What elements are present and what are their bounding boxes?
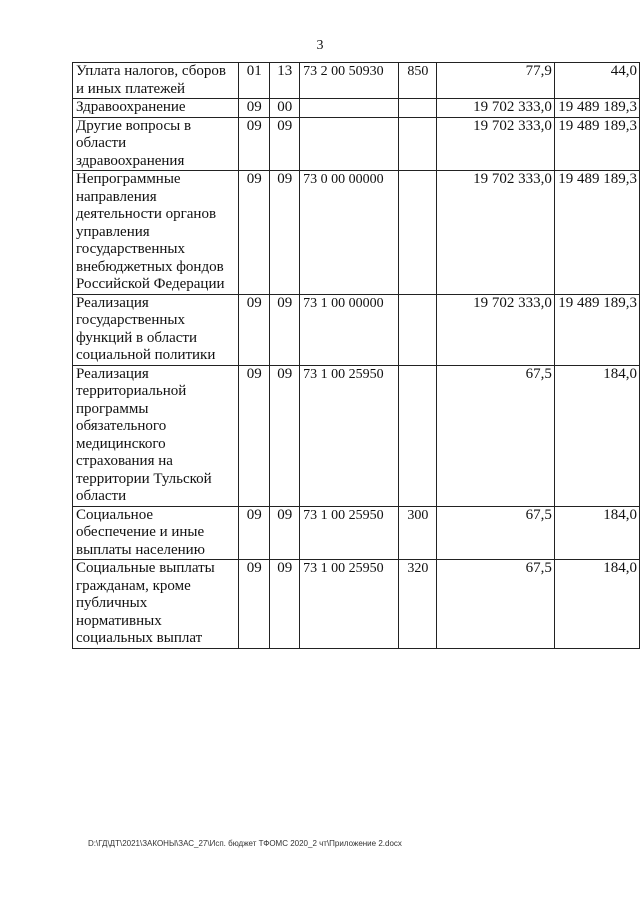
subsection-code: 09: [269, 560, 300, 649]
subsection-code: 09: [269, 117, 300, 171]
target-article-code: [300, 99, 399, 118]
actual-amount: 19 489 189,3: [554, 294, 639, 365]
table-row: [73, 171, 640, 295]
section-code: 09: [238, 506, 269, 560]
expense-type-code: [398, 99, 437, 118]
row-name: Реализация государственных функций в области социальной политики: [73, 294, 239, 365]
subsection-code: 09: [269, 365, 300, 506]
expense-type-code: [398, 365, 437, 506]
expense-type-code: 320: [398, 560, 437, 649]
table-row: [73, 365, 640, 506]
section-code: 01: [238, 63, 269, 99]
target-article-code: [300, 117, 399, 171]
expense-type-code: 300: [398, 506, 437, 560]
actual-amount: 184,0: [554, 365, 639, 506]
table-row: [73, 294, 640, 365]
section-code: 09: [238, 294, 269, 365]
actual-amount: 19 489 189,3: [554, 117, 639, 171]
target-article-code: 73 1 00 25950: [300, 560, 399, 649]
target-article-code: 73 1 00 25950: [300, 506, 399, 560]
subsection-code: 09: [269, 506, 300, 560]
actual-amount: 44,0: [554, 63, 639, 99]
target-article-code: 73 0 00 00000: [300, 171, 399, 295]
target-article-code: 73 1 00 00000: [300, 294, 399, 365]
row-name: Другие вопросы в области здравоохранения: [73, 117, 239, 171]
actual-amount: 184,0: [554, 560, 639, 649]
subsection-code: 13: [269, 63, 300, 99]
footer-file-path: D:\ГД\ДТ\2021\ЗАКОНЫ\ЗАС_27\Исп. бюджет ТФОМС 2020_2 чт\Приложение 2.docx: [88, 839, 402, 848]
section-code: 09: [238, 365, 269, 506]
planned-amount: 19 702 333,0: [437, 171, 555, 295]
actual-amount: 19 489 189,3: [554, 171, 639, 295]
table-row: [73, 99, 640, 118]
page-number: 3: [316, 38, 324, 53]
row-name: Реализация территориальной программы обязательного медицинского страхования на территории Тульской области: [73, 365, 239, 506]
subsection-code: 09: [269, 171, 300, 295]
subsection-code: 00: [269, 99, 300, 118]
expense-type-code: 850: [398, 63, 437, 99]
planned-amount: 77,9: [437, 63, 555, 99]
planned-amount: 19 702 333,0: [437, 117, 555, 171]
table-row: [73, 560, 640, 649]
expense-type-code: [398, 117, 437, 171]
expense-type-code: [398, 171, 437, 295]
table-row: [73, 63, 640, 99]
section-code: 09: [238, 117, 269, 171]
section-code: 09: [238, 171, 269, 295]
section-code: 09: [238, 560, 269, 649]
row-name: Социальное обеспечение и иные выплаты населению: [73, 506, 239, 560]
expense-type-code: [398, 294, 437, 365]
row-name: Социальные выплаты гражданам, кроме публичных нормативных социальных выплат: [73, 560, 239, 649]
planned-amount: 67,5: [437, 506, 555, 560]
planned-amount: 19 702 333,0: [437, 99, 555, 118]
target-article-code: 73 1 00 25950: [300, 365, 399, 506]
table-row: [73, 506, 640, 560]
planned-amount: 19 702 333,0: [437, 294, 555, 365]
row-name: Уплата налогов, сборов и иных платежей: [73, 63, 239, 99]
row-name: Здравоохранение: [73, 99, 239, 118]
subsection-code: 09: [269, 294, 300, 365]
actual-amount: 184,0: [554, 506, 639, 560]
planned-amount: 67,5: [437, 365, 555, 506]
planned-amount: 67,5: [437, 560, 555, 649]
actual-amount: 19 489 189,3: [554, 99, 639, 118]
target-article-code: 73 2 00 50930: [300, 63, 399, 99]
row-name: Непрограммные направления деятельности органов управления государственных внебюджетных фондов Российской Федерации: [73, 171, 239, 295]
table-row: [73, 117, 640, 171]
budget-table: [72, 62, 640, 649]
section-code: 09: [238, 99, 269, 118]
